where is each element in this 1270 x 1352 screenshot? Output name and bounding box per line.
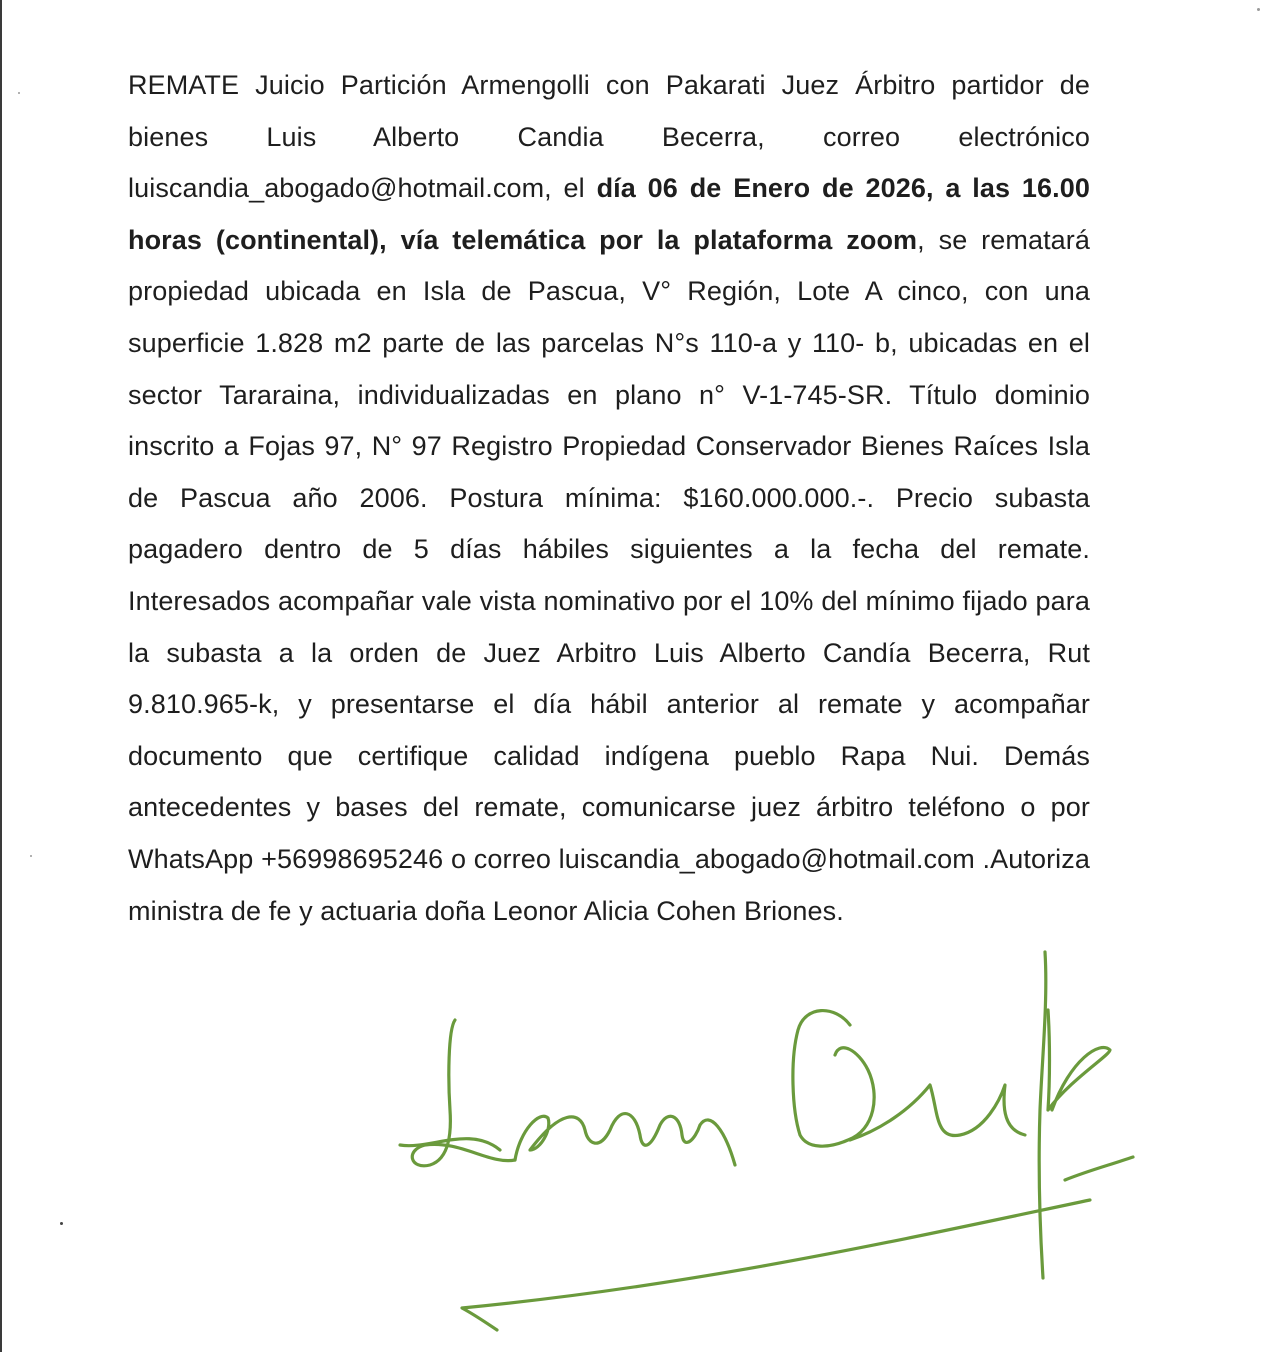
notice-segment-3: , se rematará propiedad ubicada en Isla de Pascua, V° Región, Lote A cinco, con una superficie 1.828 m2 parte de las parcelas N°s 110-a y 110- b, ubicadas en el sector Tararaina, individualizadas en plano n° V-1-745-SR. Título dominio inscrito a Fojas 97, N° 97 Registro Propiedad Conservador Bienes Raíces Isla de Pascua año 2006. Postura mínima: $160.000.000.-. Precio subasta pagadero dentro de 5 días hábiles siguientes a la fecha del remate. Interesados acompañar vale vista nominativo por el 10% del mínimo fijado para la subasta a la orden de Juez Arbitro Luis Alberto Candía Becerra, Rut 9.810.965-k, y presentarse el día hábil anterior al remate y acompañar documento que certifique calidad indígena pueblo Rapa Nui. Demás antecedentes y bases del remate, comunicarse juez árbitro teléfono o por WhatsApp +56998695246 o correo luiscandia_abogado@hotmail.com .Autoriza ministra de fe y actuaria doña Leonor Alicia Cohen Briones. xyxy=(128,224,1090,926)
notice-segment-1: REMATE Juicio Partición Armengolli con Pakarati Juez Árbitro partidor de bienes Luis Alberto Candia Becerra, correo electrónico luiscandia_abogado@hotmail.com, el xyxy=(128,70,1090,204)
notice-segment-2-bold: día 06 de Enero de 2026, a las 16.00 horas (continental), vía telemática por la plataforma zoom xyxy=(128,173,1090,255)
